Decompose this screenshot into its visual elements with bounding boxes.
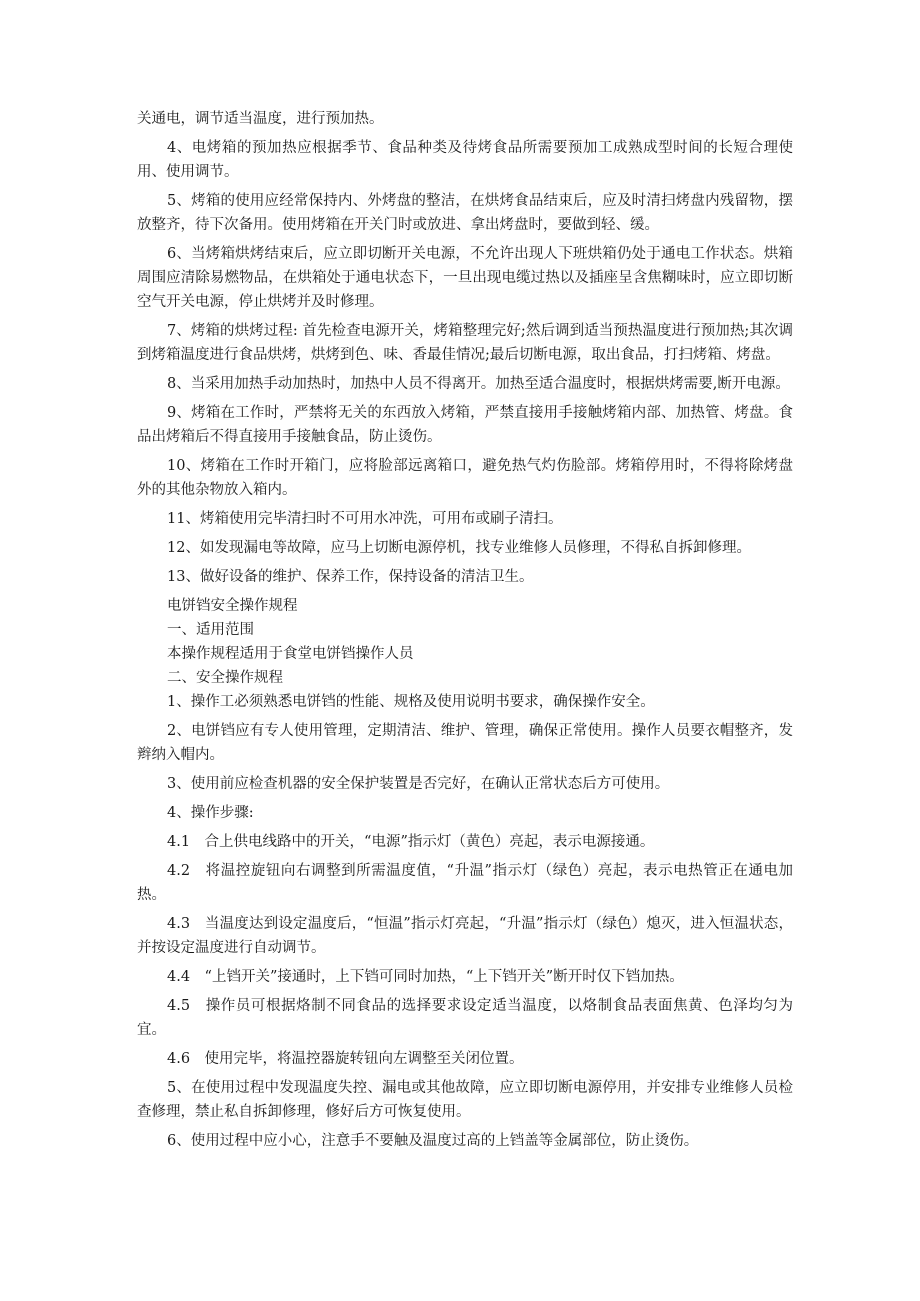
paragraph: 2、电饼铛应有专人使用管理，定期清洁、维护、管理，确保正常使用。操作人员要衣帽整齐，发辫纳入帽内。 <box>137 723 793 763</box>
paragraph: 6、使用过程中应小心，注意手不要触及温度过高的上铛盖等金属部位，防止烫伤。 <box>167 1133 699 1149</box>
paragraph: 6、当烤箱烘烤结束后，应立即切断开关电源，不允许出现人下班烘箱仍处于通电工作状态。烘箱周围应清除易燃物品，在烘箱处于通电状态下，一旦出现电缆过热以及插座呈含焦糊味时，应立即切断空气开关电源，停止烘烤并及时修理。 <box>137 246 793 310</box>
paragraph: 4、电烤箱的预加热应根据季节、食品种类及待烤食品所需要预加工成熟成型时间的长短合理使用、使用调节。 <box>137 140 793 180</box>
paragraph: 4、操作步骤: <box>167 805 254 821</box>
section-title: 电饼铛安全操作规程 <box>167 598 298 614</box>
paragraph: 3、使用前应检查机器的安全保护装置是否完好，在确认正常状态后方可使用。 <box>167 776 670 792</box>
section-heading: 二、安全操作规程 <box>167 670 283 686</box>
paragraph: 5、在使用过程中发现温度失控、漏电或其他故障，应立即切断电源停用，并安排专业维修人员检查修理，禁止私自拆卸修理，修好后方可恢复使用。 <box>137 1080 793 1120</box>
paragraph: 4.5 操作员可根据烙制不同食品的选择要求设定适当温度，以烙制食品表面焦黄、色泽均匀为宜。 <box>137 998 793 1038</box>
paragraph: 10、烤箱在工作时开箱门，应将脸部远离箱口，避免热气灼伤脸部。烤箱停用时，不得将除烤盘外的其他杂物放入箱内。 <box>137 458 793 498</box>
paragraph: 本操作规程适用于食堂电饼铛操作人员 <box>167 646 414 662</box>
paragraph: 关通电，调节适当温度，进行预加热。 <box>137 111 384 127</box>
paragraph: 4.6 使用完毕，将温控器旋转钮向左调整至关闭位置。 <box>167 1051 524 1067</box>
paragraph: 13、做好设备的维护、保养工作，保持设备的清洁卫生。 <box>167 569 534 585</box>
paragraph: 4.2 将温控旋钮向右调整到所需温度值，“升温”指示灯（绿色）亮起，表示电热管正在通电加热。 <box>137 863 793 903</box>
paragraph: 4.4 “上铛开关”接通时，上下铛可同时加热，“上下铛开关”断开时仅下铛加热。 <box>167 969 684 985</box>
paragraph: 4.1 合上供电线路中的开关，“电源”指示灯（黄色）亮起，表示电源接通。 <box>167 834 655 850</box>
section-heading: 一、适用范围 <box>167 622 254 638</box>
paragraph: 11、烤箱使用完毕清扫时不可用水冲洗，可用布或刷子清扫。 <box>167 511 563 527</box>
document-body <box>137 107 793 1158</box>
paragraph: 9、烤箱在工作时，严禁将无关的东西放入烤箱，严禁直接用手接触烤箱内部、加热管、烤盘。食品出烤箱后不得直接用手接触食品，防止烫伤。 <box>137 405 793 445</box>
paragraph: 12、如发现漏电等故障，应马上切断电源停机，找专业维修人员修理，不得私自拆卸修理。 <box>167 540 751 556</box>
paragraph: 4.3 当温度达到设定温度后，“恒温”指示灯亮起，“升温”指示灯（绿色）熄灭，进入恒温状态，并按设定温度进行自动调节。 <box>137 916 793 956</box>
paragraph: 8、当采用加热手动加热时，加热中人员不得离开。加热至适合温度时，根据烘烤需要,断开电源。 <box>167 376 790 392</box>
paragraph: 1、操作工必须熟悉电饼铛的性能、规格及使用说明书要求，确保操作安全。 <box>167 694 655 710</box>
paragraph: 7、烤箱的烘烤过程: 首先检查电源开关，烤箱整理完好;然后调到适当预热温度进行预加热;其次调到烤箱温度进行食品烘烤，烘烤到色、味、香最佳情况;最后切断电源，取出食品，打扫烤箱、烤盘。 <box>137 323 793 363</box>
paragraph: 5、烤箱的使用应经常保持内、外烤盘的整洁，在烘烤食品结束后，应及时清扫烤盘内残留物，摆放整齐，待下次备用。使用烤箱在开关门时或放进、拿出烤盘时，要做到轻、缓。 <box>137 193 793 233</box>
